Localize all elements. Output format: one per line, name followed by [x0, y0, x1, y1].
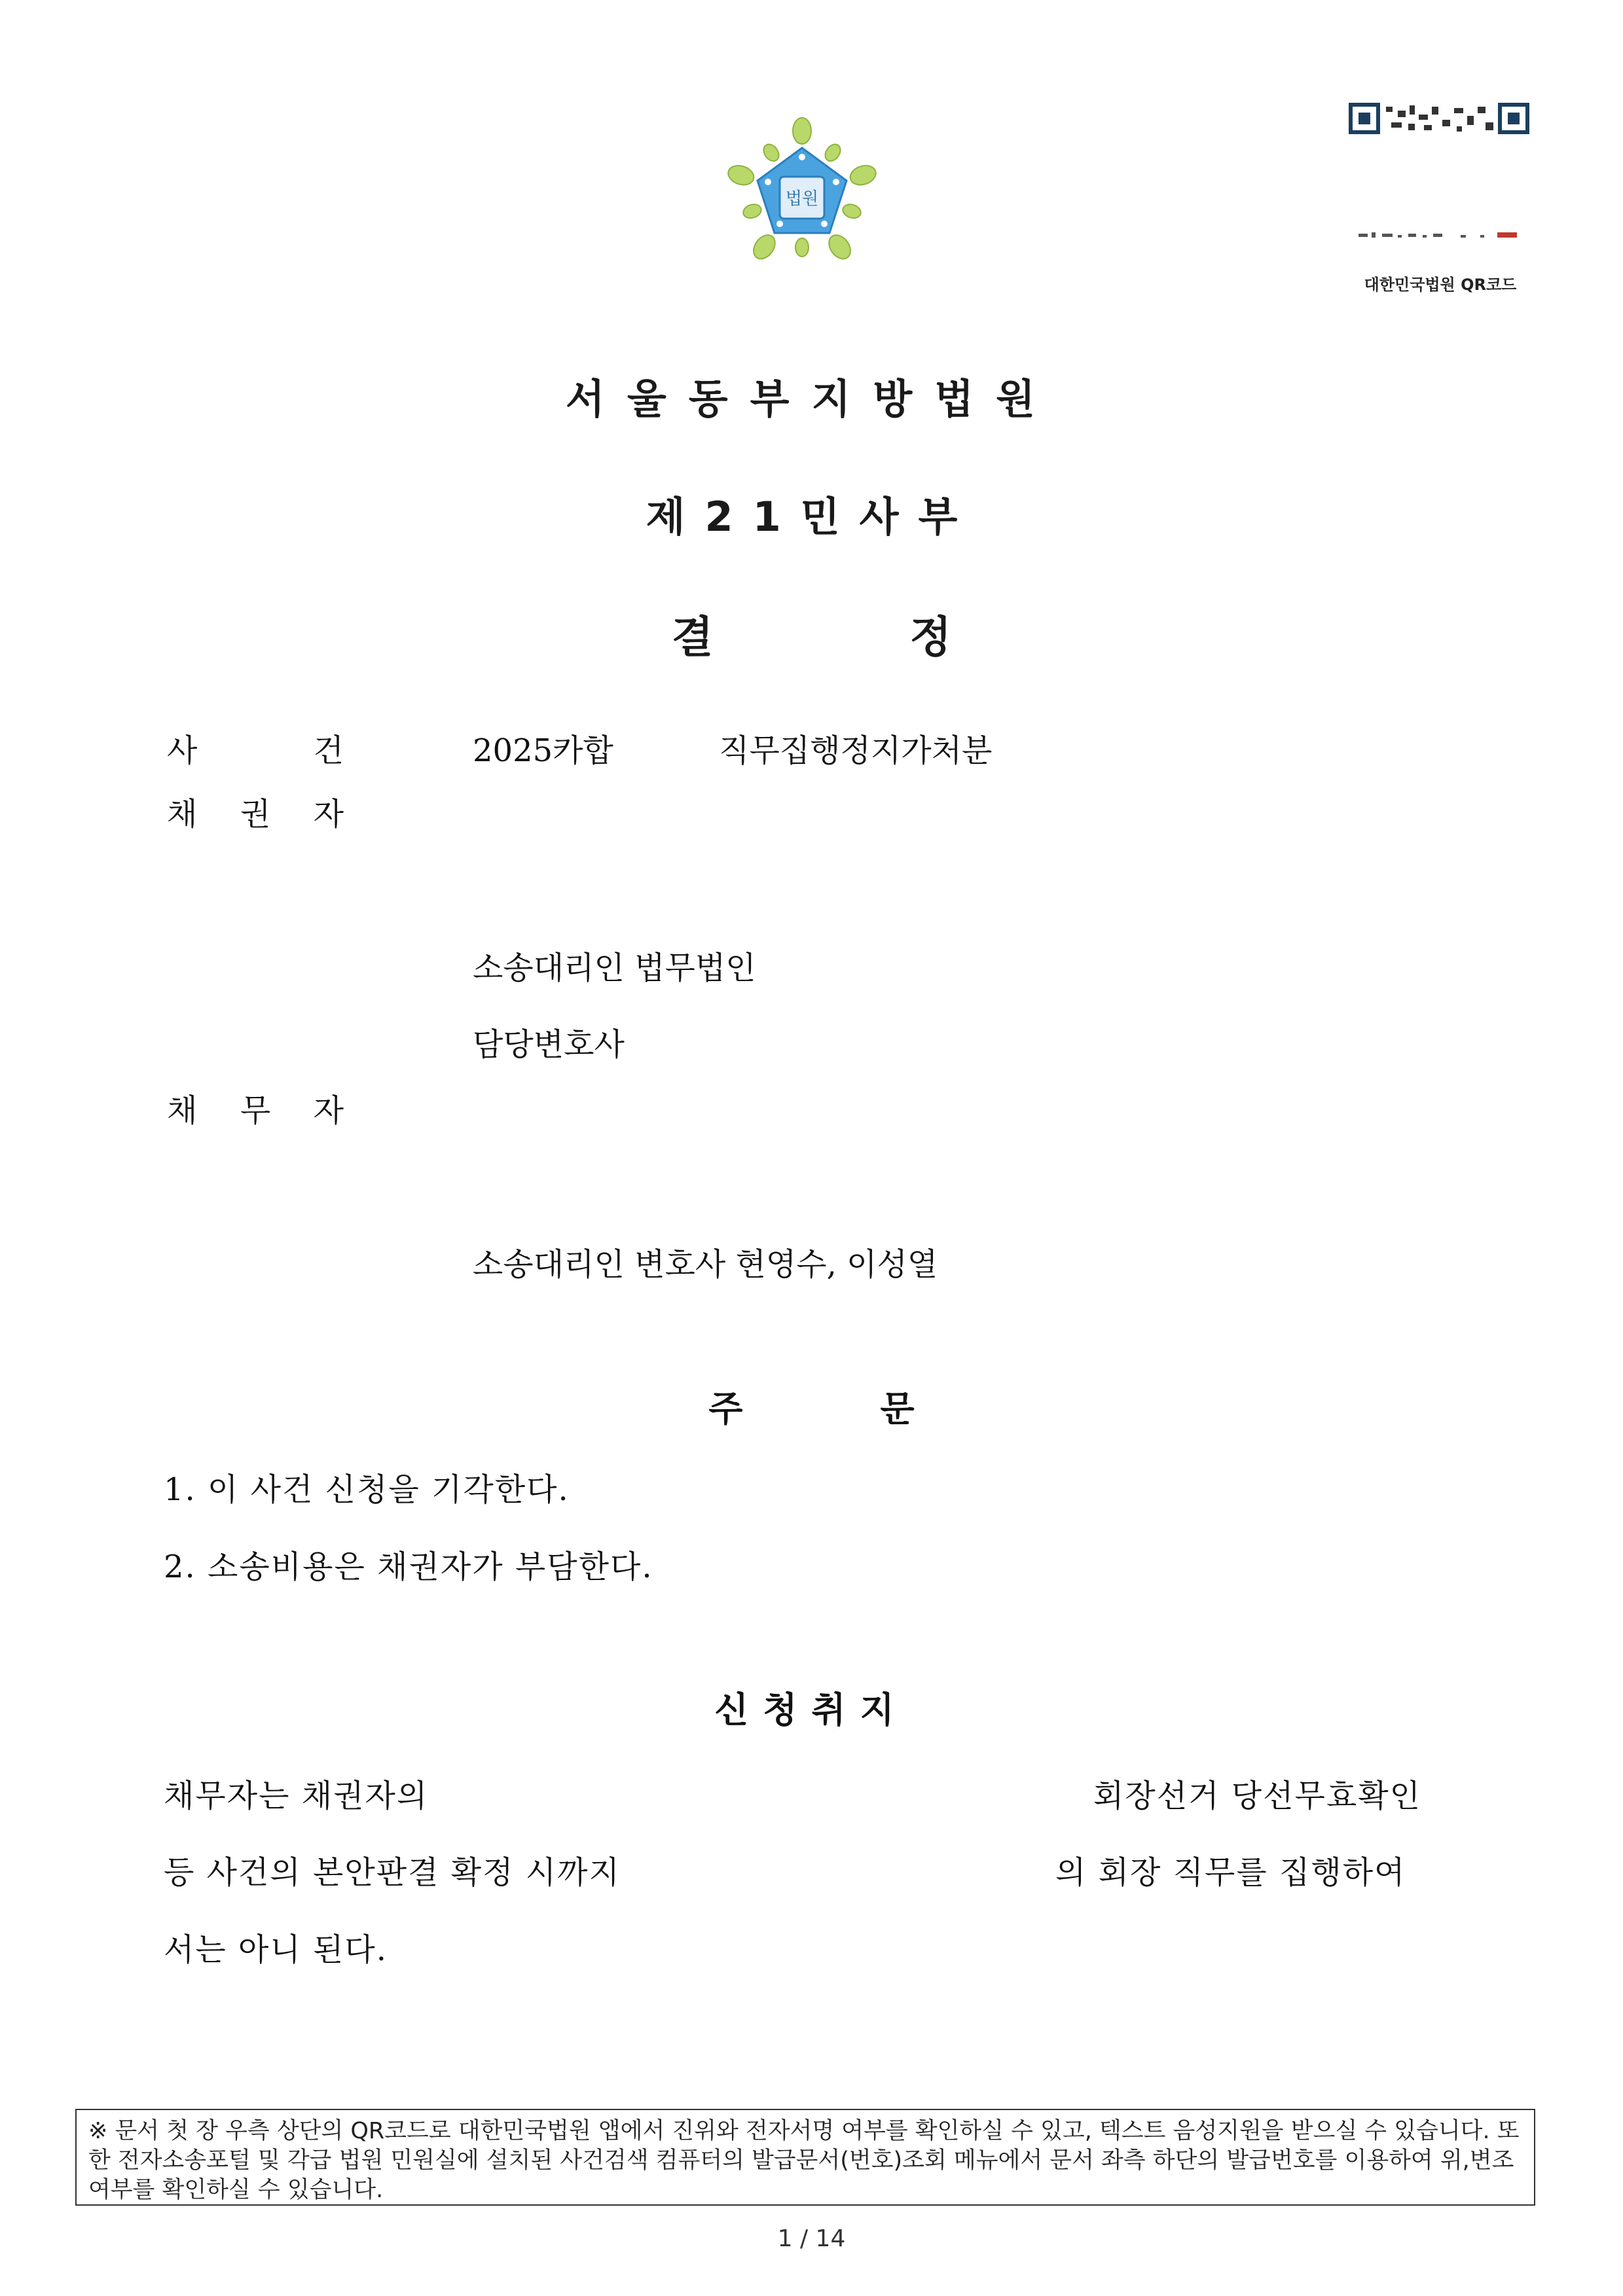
creditor-agent: 소송대리인 법무법인: [473, 950, 756, 986]
court-emblem: [723, 117, 881, 274]
debtor-label-char: 무: [240, 1092, 271, 1129]
claim-heading: 신청취지: [714, 1689, 909, 1731]
order-heading-right: 문: [880, 1388, 915, 1429]
case-name: 직무집행정지가처분: [719, 732, 993, 769]
qr-code[interactable]: [1345, 82, 1535, 295]
case-label: [167, 725, 344, 770]
case-label-char: 건: [313, 732, 344, 769]
debtor-agent: 소송대리인 변호사 현영수, 이성열: [473, 1246, 938, 1283]
order-item: 2. 소송비용은 채권자가 부담한다.: [164, 1549, 653, 1585]
decision-right: 정: [909, 612, 952, 662]
claim-line2-right: 의 회장 직무를 집행하여: [1055, 1854, 1406, 1891]
division-name: 제21민사부: [646, 493, 977, 541]
order-heading: [0, 1381, 1623, 1431]
notice-text: ※ 문서 첫 장 우측 상단의 QR코드로 대한민국법원 앱에서 진위와 전자서명 여부를 확인하실 수 있고, 텍스트 음성지원을 받으실 수 있습니다. 또한 전자소송포털 및 각급 법원 민원실에 설치된 사건검색 컴퓨터의 발급문서(번호)조회 메뉴에서 문서 좌측 하단의 발급번호를 이용하여 위,변조 여부를 확인하실 수 있습니다.: [88, 2118, 1520, 2203]
debtor-label-char: 채: [167, 1092, 198, 1129]
case-label-char: 사: [167, 732, 198, 769]
claim-line1-left: 채무자는 채권자의: [164, 1778, 429, 1814]
creditor-lawyer: 담당변호사: [473, 1026, 625, 1063]
claim-line1-right: 회장선거 당선무효확인: [1093, 1778, 1421, 1814]
qr-caption: 대한민국법원 QR코드: [1364, 276, 1517, 294]
order-item: 1. 이 사건 신청을 기각한다.: [164, 1471, 570, 1508]
verification-notice: [75, 2109, 1535, 2206]
claim-line2-left: 등 사건의 본안판결 확정 시까지: [164, 1854, 621, 1891]
case-number: 2025카합: [473, 732, 613, 769]
court-name: 서울동부지방법원: [565, 375, 1058, 423]
creditor-label-char: 채: [167, 796, 198, 833]
decision-left: 결: [671, 612, 714, 662]
emblem-text: 법원: [785, 189, 819, 209]
creditor-label-char: 권: [240, 796, 271, 833]
debtor-label: [167, 1085, 344, 1130]
page-indicator: 1 / 14: [777, 2225, 846, 2252]
claim-line3: 서는 아니 된다.: [164, 1931, 388, 1968]
order-heading-left: 주: [708, 1388, 743, 1429]
debtor-label-char: 자: [313, 1092, 344, 1129]
creditor-label-char: 자: [313, 796, 344, 833]
document-title: [0, 602, 1623, 664]
creditor-label: [167, 789, 344, 834]
